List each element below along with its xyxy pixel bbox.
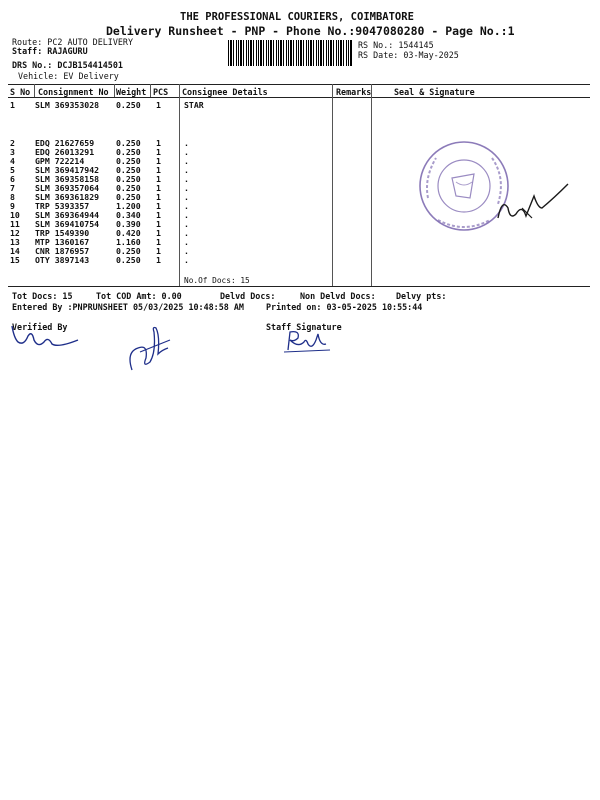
cell-sno: 2 xyxy=(10,138,15,148)
cell-consignment: EDQ 26013291 xyxy=(35,147,95,157)
cell-consignment: SLM 369357064 xyxy=(35,183,100,193)
cell-consignee: . xyxy=(184,147,189,157)
cell-weight: 0.250 xyxy=(116,165,141,175)
cell-sno: 10 xyxy=(10,210,20,220)
cell-consignment: SLM 369353028 xyxy=(35,100,100,110)
no-of-docs: No.Of Docs: 15 xyxy=(184,276,250,285)
cell-weight: 0.250 xyxy=(116,192,141,202)
cell-weight: 0.420 xyxy=(116,228,141,238)
col-header-pcs: PCS xyxy=(153,87,169,97)
table-header-border xyxy=(8,97,590,98)
col-divider xyxy=(332,84,333,286)
cell-sno: 8 xyxy=(10,192,15,202)
staff-signature-label: Staff Signature xyxy=(266,322,342,332)
cell-consignment: EDQ 21627659 xyxy=(35,138,95,148)
rs-number: RS No.: 1544145 xyxy=(358,40,434,50)
cell-sno: 13 xyxy=(10,237,20,247)
cell-pcs: 1 xyxy=(156,147,161,157)
col-divider xyxy=(34,84,35,97)
cell-pcs: 1 xyxy=(156,138,161,148)
cell-sno: 15 xyxy=(10,255,20,265)
cell-pcs: 1 xyxy=(156,192,161,202)
cell-sno: 9 xyxy=(10,201,15,211)
cell-pcs: 1 xyxy=(156,100,161,110)
cell-consignee: STAR xyxy=(184,100,204,110)
cell-pcs: 1 xyxy=(156,228,161,238)
cell-weight: 0.250 xyxy=(116,255,141,265)
cell-sno: 1 xyxy=(10,100,15,110)
cell-sno: 5 xyxy=(10,165,15,175)
cell-consignment: SLM 369361829 xyxy=(35,192,100,202)
cell-pcs: 1 xyxy=(156,174,161,184)
cell-weight: 1.200 xyxy=(116,201,141,211)
col-divider xyxy=(179,84,180,286)
cell-consignee: . xyxy=(184,255,189,265)
rs-date: RS Date: 03-May-2025 xyxy=(358,50,459,60)
cell-sno: 3 xyxy=(10,147,15,157)
total-cod-amount: Tot COD Amt: 0.00 xyxy=(96,291,182,301)
entered-by: Entered By :PNPRUNSHEET 05/03/2025 10:48:58 AM xyxy=(12,302,244,312)
cell-pcs: 1 xyxy=(156,237,161,247)
cell-consignee: . xyxy=(184,219,189,229)
delivery-points: Delvy pts: xyxy=(396,291,447,301)
cell-sno: 6 xyxy=(10,174,15,184)
cell-consignment: CNR 1876957 xyxy=(35,246,90,256)
seal-signature xyxy=(492,178,572,230)
cell-sno: 14 xyxy=(10,246,20,256)
non-delivered-docs: Non Delvd Docs: xyxy=(300,291,376,301)
cell-consignee: . xyxy=(184,165,189,175)
printed-on: Printed on: 03-05-2025 10:55:44 xyxy=(266,302,423,312)
total-docs: Tot Docs: 15 xyxy=(12,291,73,301)
col-header-seal: Seal & Signature xyxy=(394,87,475,97)
cell-weight: 0.340 xyxy=(116,210,141,220)
cell-weight: 0.250 xyxy=(116,100,141,110)
verified-by-signature xyxy=(8,320,88,352)
cell-pcs: 1 xyxy=(156,246,161,256)
staff-label: Staff: RAJAGURU xyxy=(12,46,88,56)
cell-weight: 0.250 xyxy=(116,138,141,148)
cell-consignment: MTP 1360167 xyxy=(35,237,90,247)
col-divider xyxy=(150,84,151,97)
col-header-consignment: Consignment No xyxy=(38,87,109,97)
cell-consignee: . xyxy=(184,210,189,220)
table-top-border xyxy=(8,84,590,85)
cell-weight: 0.250 xyxy=(116,246,141,256)
entered-by-signature xyxy=(120,322,180,374)
route-label: Route: PC2 AUTO DELIVERY xyxy=(12,37,134,47)
barcode xyxy=(228,40,352,66)
col-divider xyxy=(114,84,115,97)
cell-sno: 7 xyxy=(10,183,15,193)
col-divider xyxy=(371,84,372,286)
cell-pcs: 1 xyxy=(156,210,161,220)
cell-consignment: SLM 369410754 xyxy=(35,219,100,229)
cell-sno: 11 xyxy=(10,219,20,229)
cell-pcs: 1 xyxy=(156,156,161,166)
cell-consignee: . xyxy=(184,138,189,148)
col-header-consignee: Consignee Details xyxy=(182,87,268,97)
cell-weight: 0.390 xyxy=(116,219,141,229)
col-header-weight: Weight xyxy=(116,87,147,97)
cell-consignee: . xyxy=(184,192,189,202)
verified-by-label: Verified By xyxy=(12,322,68,332)
runsheet-title: Delivery Runsheet - PNP - Phone No.:9047080280 - Page No.:1 xyxy=(106,24,515,38)
cell-consignment: SLM 369364944 xyxy=(35,210,100,220)
staff-signature xyxy=(282,328,332,354)
cell-consignee: . xyxy=(184,246,189,256)
vehicle-label: Vehicle: EV Delivery xyxy=(18,71,119,81)
cell-consignment: TRP 1549390 xyxy=(35,228,90,238)
cell-pcs: 1 xyxy=(156,255,161,265)
cell-consignee: . xyxy=(184,156,189,166)
cell-consignee: . xyxy=(184,228,189,238)
table-bottom-border xyxy=(8,286,590,287)
cell-weight: 0.250 xyxy=(116,147,141,157)
cell-consignment: GPM 722214 xyxy=(35,156,85,166)
cell-consignee: . xyxy=(184,237,189,247)
drs-number: DRS No.: DCJB154414501 xyxy=(12,60,123,70)
company-name: THE PROFESSIONAL COURIERS, COIMBATORE xyxy=(180,11,414,23)
cell-weight: 0.250 xyxy=(116,174,141,184)
cell-weight: 0.250 xyxy=(116,183,141,193)
col-header-remarks: Remarks xyxy=(336,87,372,97)
cell-consignee: . xyxy=(184,201,189,211)
cell-weight: 0.250 xyxy=(116,156,141,166)
col-header-sno: S No xyxy=(10,87,31,97)
cell-sno: 4 xyxy=(10,156,15,166)
cell-consignment: SLM 369358158 xyxy=(35,174,100,184)
delivered-docs: Delvd Docs: xyxy=(220,291,276,301)
cell-pcs: 1 xyxy=(156,165,161,175)
cell-consignment: SLM 369417942 xyxy=(35,165,100,175)
cell-consignee: . xyxy=(184,183,189,193)
cell-sno: 12 xyxy=(10,228,20,238)
cell-consignment: TRP 5393357 xyxy=(35,201,90,211)
cell-pcs: 1 xyxy=(156,183,161,193)
cell-pcs: 1 xyxy=(156,219,161,229)
cell-weight: 1.160 xyxy=(116,237,141,247)
cell-consignment: OTY 3897143 xyxy=(35,255,90,265)
cell-consignee: . xyxy=(184,174,189,184)
cell-pcs: 1 xyxy=(156,201,161,211)
